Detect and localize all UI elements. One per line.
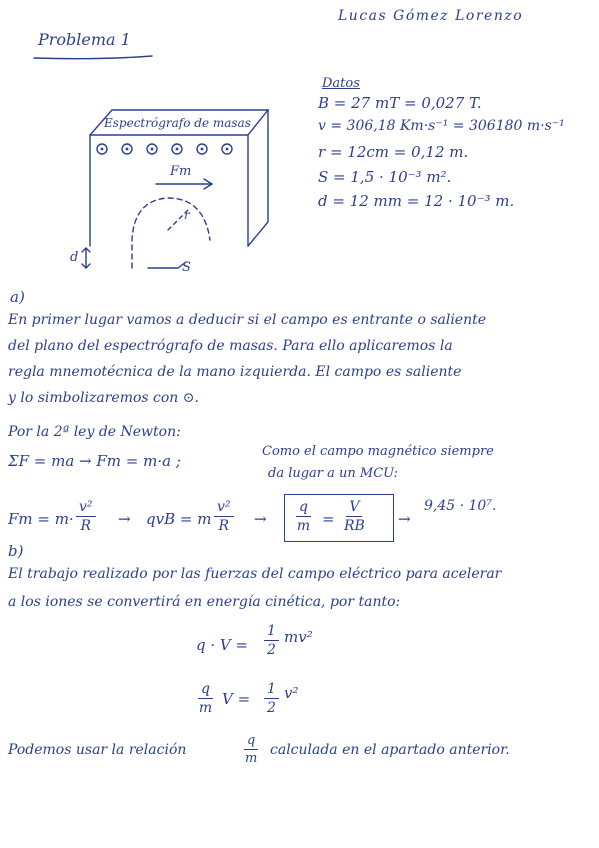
mcu-comment: Como el campo magnético siempre — [262, 444, 494, 459]
fraction-denominator: m — [296, 518, 311, 534]
part-a-line: del plano del espectrógrafo de masas. Para ello aplicaremos la — [8, 338, 453, 354]
fraction-denominator: m — [198, 700, 213, 716]
arrow-3: → — [398, 510, 411, 528]
half-fraction-2 — [264, 682, 279, 715]
radius-label: r — [184, 208, 190, 222]
field-out-symbols — [97, 144, 232, 154]
mcu-comment: da lugar a un MCU: — [268, 466, 399, 481]
datos-line: S = 1,5 · 10⁻³ m². — [318, 168, 452, 186]
part-a-line: y lo simbolizaremos con ⊙. — [8, 390, 199, 406]
datos-line: B = 27 mT = 0,027 T. — [318, 94, 482, 112]
equals-sign: = — [322, 510, 335, 528]
trajectory — [132, 198, 210, 268]
part-a-line: En primer lugar vamos a deducir si el campo es entrante o saliente — [8, 312, 487, 328]
part-b-line: a los iones se convertirá en energía cinética, por tanto: — [8, 594, 401, 610]
sum-force-equation: ΣF = ma → Fm = m·a ; — [8, 452, 181, 470]
page-title: Problema 1 — [38, 30, 131, 49]
datos-heading: Datos — [322, 76, 360, 91]
fraction-numerator: v² — [76, 500, 96, 517]
datos-line: v = 306,18 Km·s⁻¹ = 306180 m·s⁻¹ — [318, 118, 565, 134]
q-over-m-fraction-b — [198, 682, 213, 715]
v-over-rb-fraction — [344, 500, 365, 533]
newton-line: Por la 2ª ley de Newton: — [8, 424, 181, 440]
fraction-numerator: 1 — [264, 624, 279, 641]
fraction-denominator: 2 — [267, 700, 276, 716]
fraction-numerator: v² — [214, 500, 234, 517]
force-arrow — [156, 179, 212, 189]
part-a-label: a) — [10, 288, 25, 306]
fraction-denominator: RB — [344, 518, 365, 534]
fraction-numerator: 1 — [264, 682, 279, 699]
eq2-middle: V = — [222, 690, 251, 708]
s-label: S — [182, 260, 191, 275]
qvb-equation: qvB = m — [146, 510, 212, 528]
fraction-denominator: m — [245, 751, 258, 766]
fraction-denominator: R — [80, 518, 92, 534]
q-over-m-fraction — [296, 500, 311, 533]
v2-over-r-fraction — [76, 500, 96, 533]
closing-text-1: Podemos usar la relación — [8, 742, 187, 758]
fraction-denominator: 2 — [267, 642, 276, 658]
eq2-right: v² — [284, 684, 299, 702]
arrow-1: → — [118, 510, 131, 528]
half-fraction — [264, 624, 279, 657]
fraction-denominator: R — [218, 518, 230, 534]
energy-eq-left: q · V = — [196, 636, 249, 654]
fraction-numerator: V — [346, 500, 362, 517]
d-arrow — [82, 248, 90, 268]
arrow-2: → — [254, 510, 267, 528]
part-b-line: El trabajo realizado por las fuerzas del campo eléctrico para acelerar — [8, 566, 502, 582]
fraction-numerator: q — [296, 500, 311, 517]
q-over-m-fraction-c — [244, 734, 258, 765]
datos-line: r = 12cm = 0,12 m. — [318, 143, 469, 161]
fraction-numerator: q — [198, 682, 213, 699]
closing-text-2: calculada en el apartado anterior. — [270, 742, 510, 758]
d-label: d — [70, 250, 79, 265]
v2-over-r-fraction-2 — [214, 500, 234, 533]
author-name: Lucas Gómez Lorenzo — [338, 8, 524, 24]
box-label: Espectrógrafo de masas — [104, 116, 251, 130]
datos-line: d = 12 mm = 12 · 10⁻³ m. — [318, 192, 515, 210]
energy-eq-right: mv² — [284, 628, 313, 646]
s-line — [148, 262, 186, 268]
force-label: Fm — [170, 164, 192, 179]
part-b-label: b) — [8, 542, 24, 560]
result-value: 9,45 · 10⁷. — [424, 498, 497, 514]
fm-equation-left: Fm = m· — [8, 510, 74, 528]
fraction-numerator: q — [244, 734, 258, 750]
part-a-line: regla mnemotécnica de la mano izquierda. El campo es saliente — [8, 364, 462, 380]
